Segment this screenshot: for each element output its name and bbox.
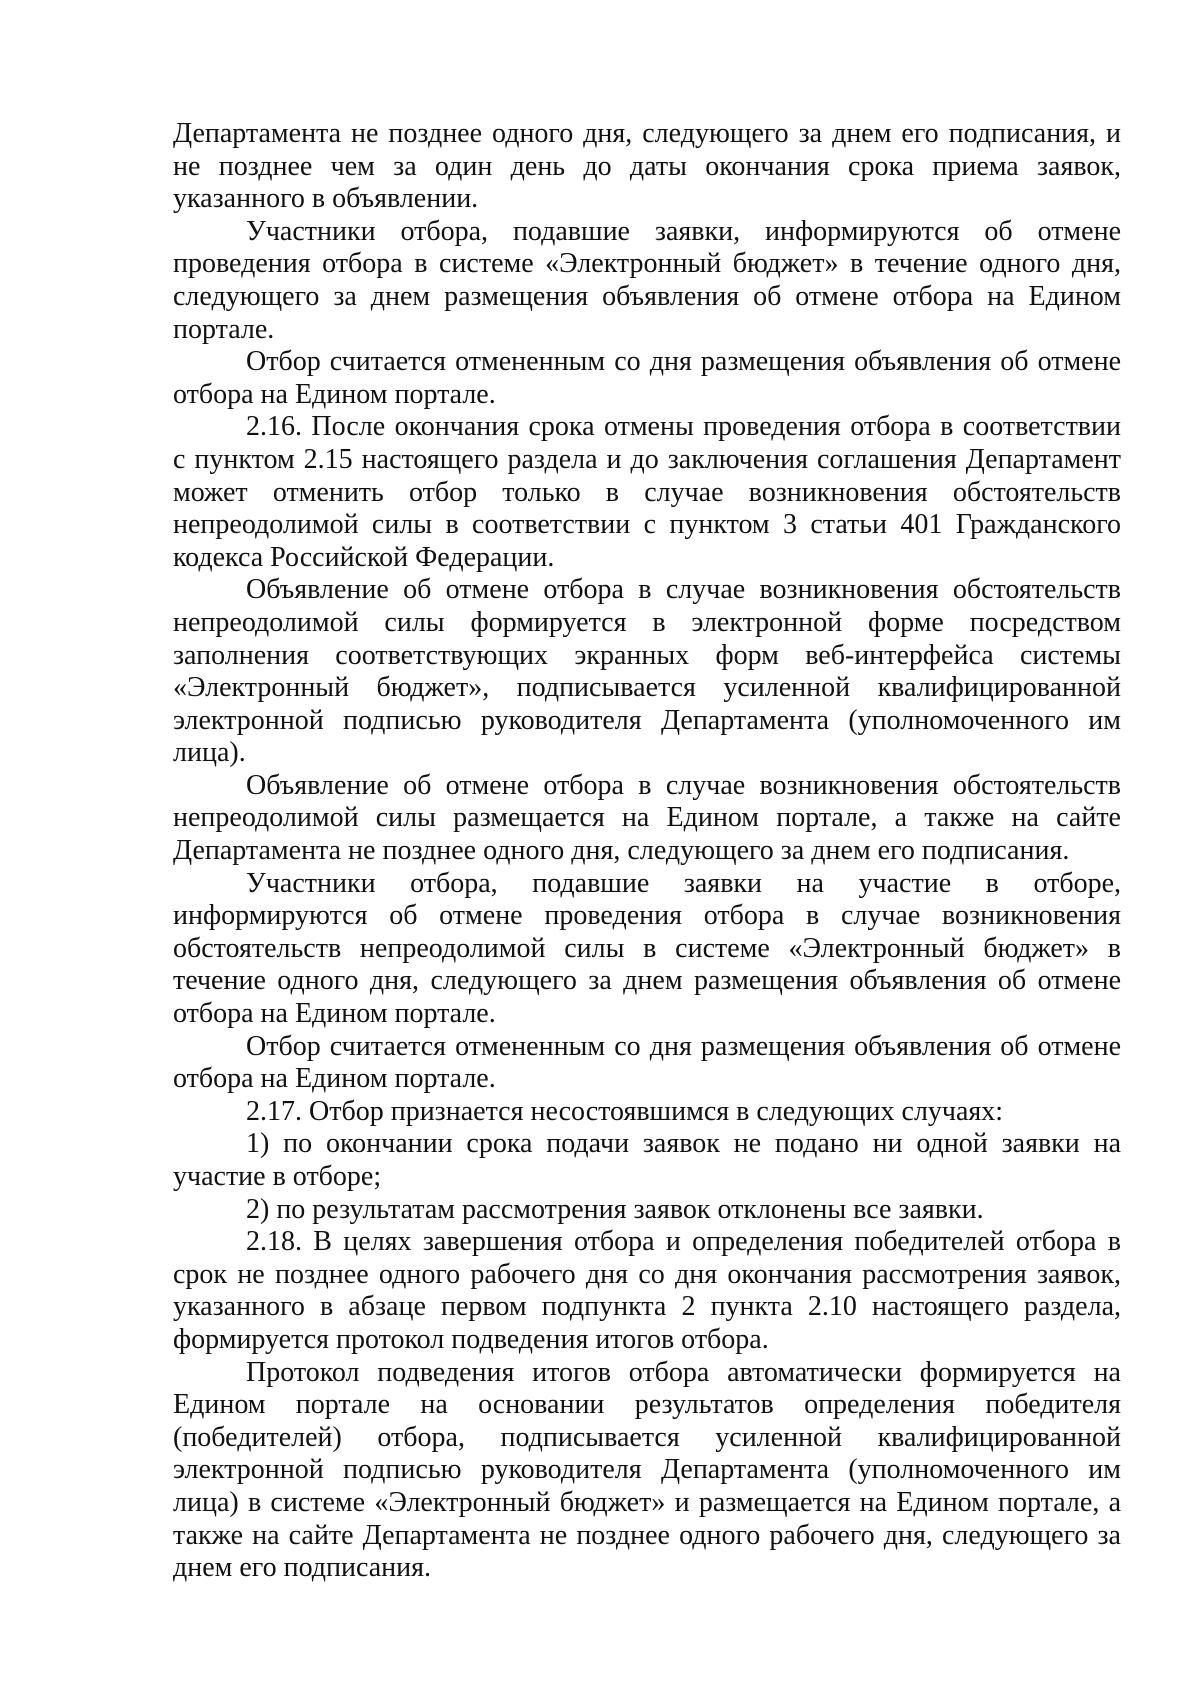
- paragraph-clause-2-17: 2.17. Отбор признается несостоявшимся в следующих случаях:: [246, 1095, 1004, 1127]
- paragraph: Отбор считается отмененным со дня размещения объявления об отмене отбора на Едином портале.: [173, 1030, 1121, 1095]
- paragraph: Объявление об отмене отбора в случае возникновения обстоятельств непреодолимой силы формируется в электронной форме посредством заполнения соответствующих экранных форм веб-интерфейса системы «Электронный бюджет», подписывается усиленной квалифицированной электронной подписью руководителя Департамента (уполномоченного им лица).: [173, 574, 1121, 769]
- paragraph-clause-2-18: 2.18. В целях завершения отбора и определения победителей отбора в срок не позднее одного рабочего дня со дня окончания рассмотрения заявок, указанного в абзаце первом подпункта 2 пункта 2.10 настоящего раздела, формируется протокол подведения итогов отбора.: [173, 1226, 1121, 1355]
- list-item: 1) по окончании срока подачи заявок не подано ни одной заявки на участие в отборе;: [173, 1128, 1121, 1192]
- paragraph: Протокол подведения итогов отбора автоматически формируется на Едином портале на основании результатов определения победителя (победителей) отбора, подписывается усиленной квалифицированной электронной подписью руководителя Департамента (уполномоченного им лица) в системе «Электронный бюджет» и размещается на Едином портале, а также на сайте Департамента не позднее одного рабочего дня, следующего за днем его подписания.: [173, 1356, 1121, 1584]
- paragraph-continuation: Департамента не позднее одного дня, следующего за днем его подписания, и не позднее чем за один день до даты окончания срока приема заявок, указанного в объявлении.: [173, 118, 1121, 215]
- paragraph: Участники отбора, подавшие заявки, информируются об отмене проведения отбора в системе «Электронный бюджет» в течение одного дня, следующего за днем размещения объявления об отмене отбора на Едином портале.: [173, 215, 1121, 345]
- list-item: 2) по результатам рассмотрения заявок отклонены все заявки.: [246, 1193, 984, 1225]
- paragraph: Участники отбора, подавшие заявки на участие в отборе, информируются об отмене проведения отбора в случае возникновения обстоятельств непреодолимой силы в системе «Электронный бюджет» в течение одного дня, следующего за днем размещения объявления об отмене отбора на Едином портале.: [173, 867, 1121, 1030]
- paragraph-clause-2-16: 2.16. После окончания срока отмены проведения отбора в соответствии с пунктом 2.15 настоящего раздела и до заключения соглашения Департамент может отменить отбор только в случае возникновения обстоятельств непреодолимой силы в соответствии с пунктом 3 статьи 401 Гражданского кодекса Российской Федерации.: [173, 411, 1121, 573]
- document-page: [173, 118, 1121, 1585]
- paragraph: Объявление об отмене отбора в случае возникновения обстоятельств непреодолимой силы размещается на Едином портале, а также на сайте Департамента не позднее одного дня, следующего за днем его подписания.: [173, 769, 1121, 867]
- paragraph: Отбор считается отмененным со дня размещения объявления об отмене отбора на Едином портале.: [173, 346, 1121, 410]
